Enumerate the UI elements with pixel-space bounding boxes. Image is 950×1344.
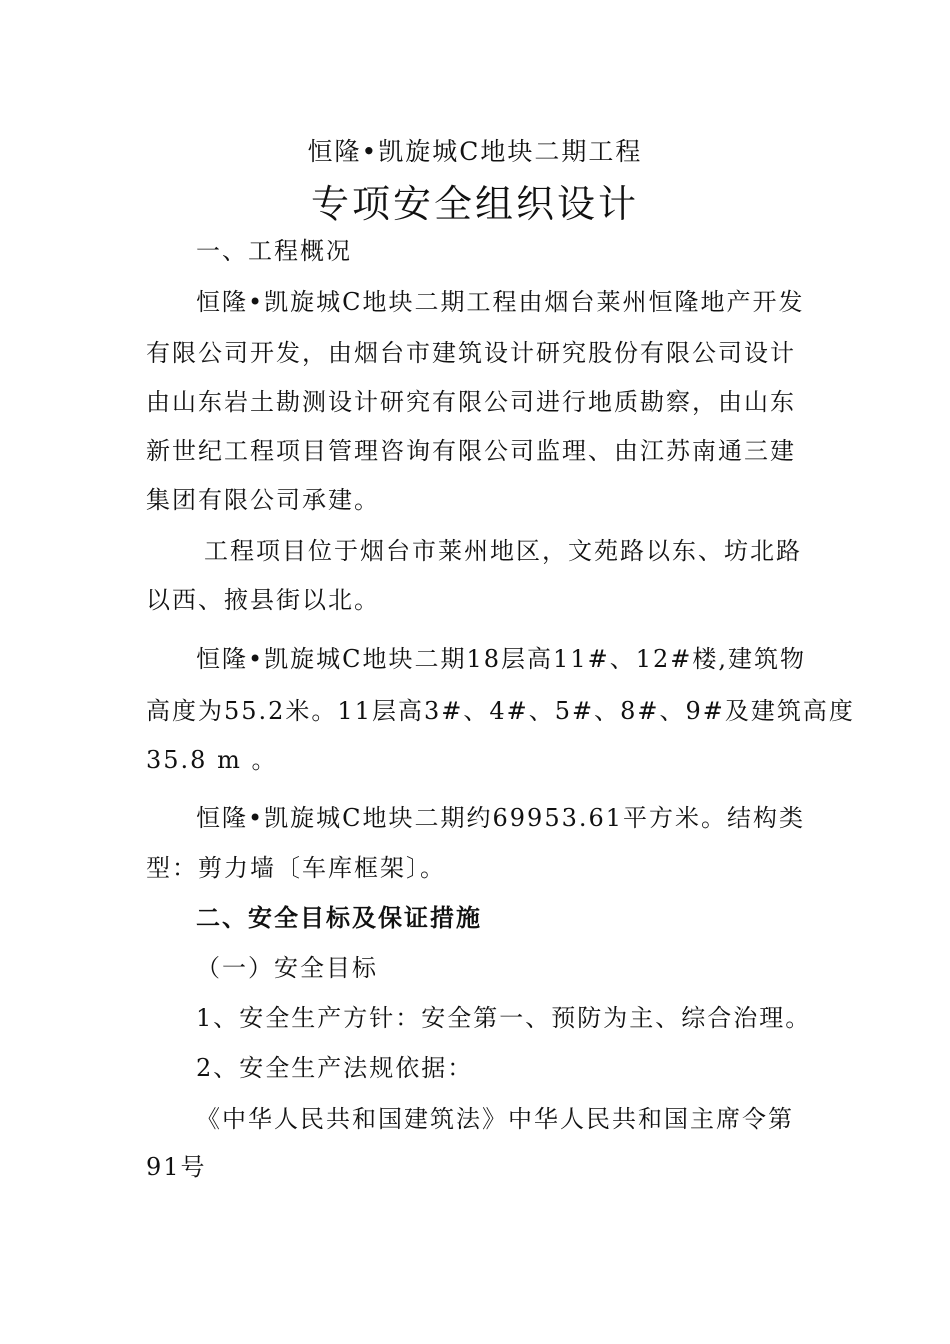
list-item: 2、安全生产法规依据： [196, 1054, 474, 1082]
paragraph-line: 91号 [146, 1153, 207, 1181]
paragraph-line: 恒隆•凯旋城C地块二期18层高11#、12#楼,建筑物 [196, 645, 806, 673]
paragraph-line: 新世纪工程项目管理咨询有限公司监理、由江苏南通三建 [146, 437, 796, 465]
list-item: 1、安全生产方针：安全第一、预防为主、综合治理。 [196, 1004, 812, 1032]
document-subtitle: 恒隆•凯旋城C地块二期工程 [307, 137, 643, 166]
section-heading-safety: 二、安全目标及保证措施 [196, 903, 482, 932]
paragraph-line: 恒隆•凯旋城C地块二期约69953.61平方米。结构类 [196, 804, 806, 832]
paragraph-line: 35.8 m 。 [146, 746, 278, 774]
paragraph-line: 工程项目位于烟台市莱州地区，文苑路以东、坊北路 [204, 537, 802, 565]
paragraph-line: 由山东岩土勘测设计研究有限公司进行地质勘察，由山东 [146, 388, 796, 416]
subsection-heading-safety-goals: （一）安全目标 [196, 954, 378, 982]
paragraph-line: 集团有限公司承建。 [146, 486, 380, 514]
document-title: 专项安全组织设计 [310, 182, 639, 226]
paragraph-line: 高度为55.2米。11层高3#、4#、5#、8#、9#及建筑高度 [146, 697, 855, 725]
section-heading-overview: 一、工程概况 [196, 237, 352, 265]
paragraph-line: 恒隆•凯旋城C地块二期工程由烟台莱州恒隆地产开发 [196, 288, 805, 316]
paragraph-line: 以西、掖县街以北。 [146, 586, 380, 614]
paragraph-line: 型：剪力墙〔车库框架〕。 [146, 854, 446, 882]
paragraph-line: 有限公司开发，由烟台市建筑设计研究股份有限公司设计 [146, 339, 796, 367]
paragraph-line: 《中华人民共和国建筑法》中华人民共和国主席令第 [196, 1105, 794, 1133]
